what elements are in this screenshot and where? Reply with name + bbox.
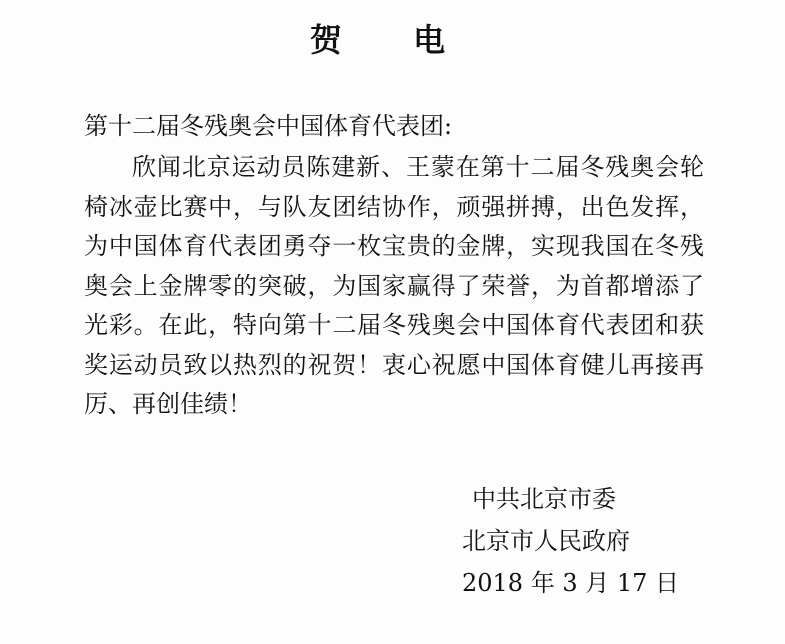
body-line: 椅冰壶比赛中，与队友团结协作，顽强拼搏，出色发挥， <box>84 192 704 221</box>
salutation: 第十二届冬残奥会中国体育代表团: <box>84 112 453 140</box>
body-line: 奥会上金牌零的突破，为国家赢得了荣誉，为首都增添了 <box>84 271 704 300</box>
document-title: 贺 电 <box>309 21 476 59</box>
body-line: 光彩。在此，特向第十二届冬残奥会中国体育代表团和获 <box>84 311 704 339</box>
body-text <box>84 148 704 425</box>
body-line: 厉、再创佳绩！ <box>84 390 252 418</box>
signature-org-party: 中共北京市委 <box>472 485 616 513</box>
signature-date: 2018 年 3 月 17 日 <box>462 569 680 597</box>
body-line: 为中国体育代表团勇夺一枚宝贵的金牌，实现我国在冬残 <box>84 232 704 260</box>
signature-org-government: 北京市人民政府 <box>462 527 630 555</box>
body-line: 奖运动员致以热烈的祝贺！衷心祝愿中国体育健儿再接再 <box>84 350 704 379</box>
signature-block <box>462 478 679 604</box>
body-line: 欣闻北京运动员陈建新、王蒙在第十二届冬残奥会轮 <box>132 153 704 181</box>
